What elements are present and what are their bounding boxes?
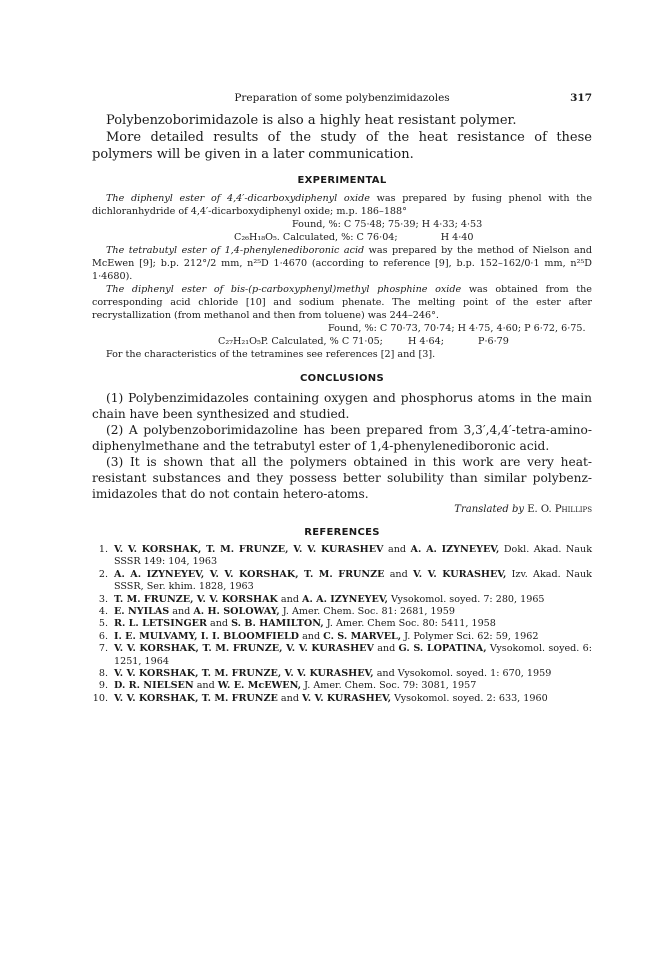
reference-source: Vysokomol. soyed. 2: 633, 1960 <box>391 692 548 704</box>
reference-number: 10. <box>92 692 108 704</box>
experimental-paragraph <box>92 192 592 218</box>
references-heading: REFERENCES <box>304 527 380 538</box>
reference-number: 7. <box>98 643 108 655</box>
formula: C₂₇H₂₁O₅P. Calculated, % C 71·05; <box>218 336 383 347</box>
reference-and: and <box>384 568 413 580</box>
reference-authors: T. M. FRUNZE, V. V. KORSHAK <box>114 593 278 605</box>
reference-source: J. Amer. Chem. Soc. 81: 2681, 1959 <box>279 606 455 618</box>
reference-source: Vysokomol. soyed. 6: 1251, 1964 <box>114 643 592 667</box>
analysis-calculated <box>92 335 592 348</box>
running-title: Preparation of some polybenzimidazoles <box>234 92 450 104</box>
analysis-p: P·6·79 <box>477 336 509 347</box>
reference-item <box>92 693 592 705</box>
reference-authors: R. L. LETSINGER <box>114 618 207 630</box>
reference-and: and <box>383 544 411 555</box>
reference-item <box>92 594 592 606</box>
experimental-paragraph <box>92 283 592 322</box>
reference-last-author: S. B. HAMILTON, <box>231 618 324 630</box>
reference-list <box>92 544 592 705</box>
paragraph-text: was prepared by fusing phenol with the dichloranhydride of 4,4′-dicarboxydiphenyl oxide; m.p. 186–188° <box>92 193 592 217</box>
conclusion-item: (3) It is shown that all the polymers obtained in this work are very heat-resistant substances and they possess better solubility than similar polybenz-imidazoles that do not contain hetero-atoms. <box>92 455 592 501</box>
reference-authors: V. V. KORSHAK, T. M. FRUNZE, V. V. KURASHEV, <box>114 668 374 680</box>
paragraph-text: was obtained from the corresponding acid chloride [10] and sodium phenate. The melting point of the ester after recrystallization (from methanol and then from toluene) was 244–246°. <box>92 284 592 321</box>
reference-authors: I. E. MULVAMY, I. I. BLOOMFIELD <box>114 630 300 642</box>
reference-authors: D. R. NIELSEN <box>114 680 194 692</box>
reference-and: and <box>169 606 194 618</box>
reference-source: Izv. Akad. Nauk SSSR, Ser. khim. 1828, 1963 <box>114 568 592 593</box>
reference-number: 5. <box>98 618 108 630</box>
intro-paragraph: Polybenzoborimidazole is also a highly heat resistant polymer. <box>106 113 517 128</box>
reference-last-author: V. V. KURASHEV, <box>412 568 507 580</box>
running-header <box>92 92 592 112</box>
reference-authors: E. NYILAS <box>114 606 170 618</box>
reference-number: 2. <box>98 568 108 580</box>
reference-item <box>92 668 592 680</box>
reference-and: and <box>206 618 232 630</box>
reference-source: Vysokomol. soyed. 1: 670, 1959 <box>397 668 552 680</box>
reference-source: Dokl. Akad. Nauk SSSR 149: 104, 1963 <box>114 544 593 568</box>
compound-name: The diphenyl ester of bis-(p-carboxyphenyl)methyl phosphine oxide <box>106 284 462 295</box>
reference-source: J. Polymer Sci. 62: 59, 1962 <box>401 630 539 642</box>
analysis-h: H 4·40 <box>440 232 474 243</box>
reference-item <box>92 643 592 668</box>
analysis-found: Found, %: C 75·48; 75·39; H 4·33; 4·53 <box>292 219 483 230</box>
compound-name: The diphenyl ester of 4,4′-dicarboxydiphenyl oxide <box>106 193 370 204</box>
reference-last-author: A. A. IZYNEYEV, <box>302 593 388 605</box>
reference-last-author: C. S. MARVEL, <box>323 630 402 642</box>
translator-credit <box>92 504 592 515</box>
reference-item <box>92 618 592 630</box>
formula: C₂₆H₁₈O₅. Calculated, %: C 76·04; <box>234 232 398 243</box>
experimental-section <box>92 192 592 361</box>
reference-number: 3. <box>98 593 108 605</box>
experimental-paragraph <box>92 244 592 283</box>
reference-number: 8. <box>98 668 108 680</box>
translator-name: E. O. Phillips <box>527 504 592 515</box>
reference-item <box>92 631 592 643</box>
page <box>92 92 592 705</box>
reference-last-author: G. S. LOPATINA, <box>398 643 487 655</box>
reference-item <box>92 569 592 594</box>
reference-and: and <box>299 630 324 642</box>
paragraph-text: was prepared by the method of Nielson and McEwen [9]; b.p. 212°/2 mm, n²⁵D 1·4670 (according to reference [9], b.p. 152–162/0·1 mm, n²⁵D 1·4680). <box>92 245 592 282</box>
reference-and: and <box>193 680 218 692</box>
analysis-found: Found, %: C 70·73, 70·74; H 4·75, 4·60; P 6·72, 6·75. <box>328 323 586 334</box>
reference-last-author: A. H. SOLOWAY, <box>193 606 280 618</box>
reference-authors: A. A. IZYNEYEV, V. V. KORSHAK, T. M. FRUNZE <box>114 568 385 580</box>
conclusion-item: (2) A polybenzoborimidazoline has been prepared from 3,3′,4,4′-tetra-amino-diphenylmethane and the tetrabutyl ester of 1,4-phenylenediboronic acid. <box>92 423 592 453</box>
reference-item <box>92 606 592 618</box>
analysis-h: H 4·64; <box>407 336 444 347</box>
reference-last-author: V. V. KURASHEV, <box>302 692 392 704</box>
experimental-paragraph: For the characteristics of the tetramines see references [2] and [3]. <box>106 349 436 360</box>
reference-and: and <box>277 593 303 605</box>
analysis-calculated <box>92 231 592 244</box>
reference-last-author: A. A. IZYNEYEV, <box>410 544 500 555</box>
reference-source: J. Amer. Chem Soc. 80: 5411, 1958 <box>323 618 496 630</box>
reference-source: J. Amer. Chem. Soc. 79: 3081, 1957 <box>301 680 477 692</box>
reference-and: and <box>373 643 399 655</box>
reference-item <box>92 544 592 569</box>
intro-paragraph: More detailed results of the study of the heat resistance of these polymers will be given in a later communication. <box>92 130 592 162</box>
reference-number: 6. <box>98 630 108 642</box>
reference-source: Vysokomol. soyed. 7: 280, 1965 <box>387 593 545 605</box>
reference-number: 1. <box>98 544 108 555</box>
reference-and: and <box>373 668 398 680</box>
page-number: 317 <box>570 92 592 104</box>
experimental-heading: EXPERIMENTAL <box>297 175 387 186</box>
reference-number: 9. <box>98 680 108 692</box>
reference-authors: V. V. KORSHAK, T. M. FRUNZE <box>114 692 278 704</box>
conclusions-heading: CONCLUSIONS <box>300 373 384 384</box>
intro-section <box>92 112 592 163</box>
conclusions-section <box>92 390 592 515</box>
reference-authors: V. V. KORSHAK, T. M. FRUNZE, V. V. KURASHEV <box>114 544 384 555</box>
reference-item <box>92 680 592 692</box>
compound-name: The tetrabutyl ester of 1,4-phenylenediboronic acid <box>106 245 365 256</box>
reference-last-author: W. E. McEWEN, <box>217 680 302 692</box>
conclusion-item: (1) Polybenzimidazoles containing oxygen and phosphorus atoms in the main chain have been synthesized and studied. <box>92 391 592 421</box>
reference-authors: V. V. KORSHAK, T. M. FRUNZE, V. V. KURASHEV <box>114 643 374 655</box>
reference-number: 4. <box>98 606 108 618</box>
translated-label: Translated by <box>454 504 525 515</box>
reference-and: and <box>277 692 303 704</box>
